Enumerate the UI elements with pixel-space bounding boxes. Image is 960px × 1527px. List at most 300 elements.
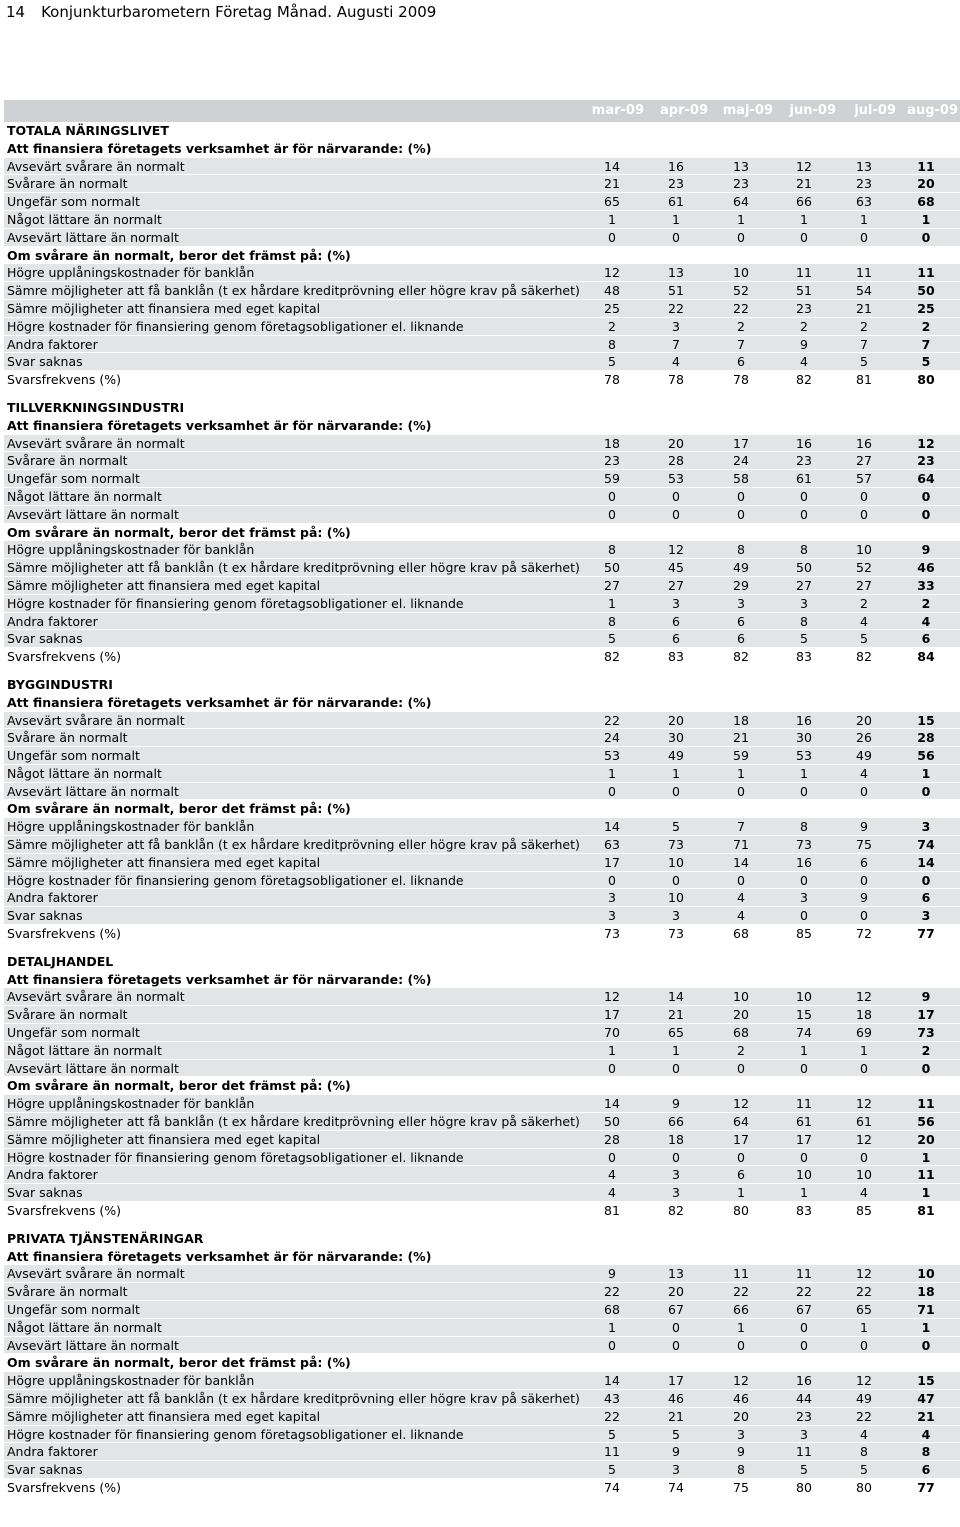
cell-maj-09: 14 bbox=[733, 854, 749, 870]
cell-jun-09: 16 bbox=[796, 435, 812, 451]
section-title bbox=[4, 1230, 960, 1248]
table-row bbox=[4, 1443, 960, 1461]
cell-jun-09: 16 bbox=[796, 854, 812, 870]
row-label: Svårare än normalt bbox=[7, 176, 128, 192]
cell-maj-09: 18 bbox=[733, 712, 749, 728]
cell-mar-09: 17 bbox=[604, 1007, 620, 1023]
table-row bbox=[4, 1390, 960, 1408]
report-title: Konjunkturbarometern Företag Månad. Augusti 2009 bbox=[41, 3, 437, 21]
cell-maj-09: 23 bbox=[733, 176, 749, 192]
cell-jun-09: 80 bbox=[796, 1479, 812, 1495]
cell-aug-09: 74 bbox=[917, 837, 935, 853]
cell-jul-09: 61 bbox=[856, 1114, 872, 1130]
cell-maj-09: 64 bbox=[733, 1114, 749, 1130]
cell-apr-09: 45 bbox=[668, 560, 684, 576]
cell-jul-09: 4 bbox=[860, 1185, 868, 1201]
cell-jul-09: 63 bbox=[856, 194, 872, 210]
cell-aug-09: 0 bbox=[921, 229, 931, 245]
table-row bbox=[4, 1461, 960, 1479]
cell-mar-09: 43 bbox=[604, 1390, 620, 1406]
cell-jun-09: 17 bbox=[796, 1131, 812, 1147]
cell-jul-09: 1 bbox=[860, 1319, 868, 1335]
cell-apr-09: 1 bbox=[672, 1042, 680, 1058]
cell-aug-09: 11 bbox=[917, 265, 935, 281]
cell-mar-09: 27 bbox=[604, 577, 620, 593]
cell-apr-09: 3 bbox=[672, 908, 680, 924]
cell-jun-09: 4 bbox=[800, 354, 808, 370]
row-label: Sämre möjligheter att få banklån (t ex hårdare kreditprövning eller högre krav på säkerhet) bbox=[7, 1114, 580, 1130]
table-row bbox=[4, 818, 960, 836]
cell-jul-09: 27 bbox=[856, 577, 872, 593]
cell-jul-09: 21 bbox=[856, 300, 872, 316]
cell-jul-09: 11 bbox=[856, 265, 872, 281]
group-heading bbox=[4, 1248, 960, 1266]
cell-mar-09: 4 bbox=[608, 1167, 616, 1183]
cell-jul-09: 57 bbox=[856, 471, 872, 487]
cell-apr-09: 73 bbox=[668, 837, 684, 853]
cell-jul-09: 10 bbox=[856, 542, 872, 558]
month-header-4: jul-09 bbox=[854, 103, 896, 118]
cell-mar-09: 63 bbox=[604, 837, 620, 853]
cell-jul-09: 0 bbox=[860, 908, 868, 924]
cell-apr-09: 0 bbox=[672, 488, 680, 504]
cell-aug-09: 1 bbox=[921, 765, 931, 781]
row-label: Andra faktorer bbox=[7, 613, 98, 629]
cell-maj-09: 11 bbox=[733, 1266, 749, 1282]
cell-apr-09: 22 bbox=[668, 300, 684, 316]
cell-apr-09: 20 bbox=[668, 712, 684, 728]
cell-jun-09: 67 bbox=[796, 1302, 812, 1317]
cell-jul-09: 5 bbox=[860, 1462, 868, 1478]
cell-apr-09: 0 bbox=[672, 1149, 680, 1165]
cell-mar-09: 0 bbox=[608, 872, 616, 888]
cell-mar-09: 59 bbox=[604, 471, 620, 487]
cell-mar-09: 12 bbox=[604, 265, 620, 281]
table-row bbox=[4, 1265, 960, 1283]
cell-aug-09: 68 bbox=[917, 194, 935, 210]
table-row bbox=[4, 1184, 960, 1202]
cell-jun-09: 82 bbox=[796, 372, 812, 388]
cell-jun-09: 61 bbox=[796, 471, 812, 487]
cell-mar-09: 22 bbox=[604, 712, 620, 728]
cell-aug-09: 12 bbox=[917, 435, 935, 451]
table-row bbox=[4, 872, 960, 890]
cell-mar-09: 1 bbox=[608, 1042, 616, 1058]
cell-apr-09: 28 bbox=[668, 453, 684, 469]
row-label: Ungefär som normalt bbox=[7, 748, 140, 764]
cell-mar-09: 0 bbox=[608, 1149, 616, 1165]
cell-mar-09: 18 bbox=[604, 435, 620, 451]
cell-aug-09: 20 bbox=[917, 1131, 935, 1147]
cell-aug-09: 0 bbox=[921, 1337, 931, 1353]
cell-jun-09: 3 bbox=[800, 595, 808, 611]
table-row bbox=[4, 211, 960, 229]
cell-aug-09: 47 bbox=[917, 1390, 935, 1406]
cell-maj-09: 29 bbox=[733, 577, 749, 593]
cell-maj-09: 49 bbox=[733, 560, 749, 576]
cell-jun-09: 11 bbox=[796, 1096, 812, 1112]
cell-mar-09: 70 bbox=[604, 1025, 620, 1041]
cell-jun-09: 1 bbox=[800, 211, 808, 227]
cell-mar-09: 53 bbox=[604, 748, 620, 764]
cell-aug-09: 15 bbox=[917, 1373, 935, 1389]
row-label: Andra faktorer bbox=[7, 1444, 98, 1460]
cell-apr-09: 73 bbox=[668, 926, 684, 942]
cell-mar-09: 0 bbox=[608, 229, 616, 245]
cell-mar-09: 78 bbox=[604, 372, 620, 388]
cell-aug-09: 1 bbox=[921, 1319, 931, 1335]
cell-maj-09: 4 bbox=[737, 890, 745, 906]
row-label: Svar saknas bbox=[7, 354, 83, 370]
cell-mar-09: 5 bbox=[608, 631, 616, 647]
table-row bbox=[4, 1319, 960, 1337]
cell-mar-09: 1 bbox=[608, 1319, 616, 1335]
cell-jul-09: 22 bbox=[856, 1284, 872, 1300]
cell-jul-09: 26 bbox=[856, 730, 872, 746]
cell-apr-09: 30 bbox=[668, 730, 684, 746]
cell-jun-09: 8 bbox=[800, 819, 808, 835]
cell-maj-09: 52 bbox=[733, 283, 749, 299]
cell-mar-09: 3 bbox=[608, 890, 616, 906]
cell-jul-09: 4 bbox=[860, 1426, 868, 1442]
cell-maj-09: 17 bbox=[733, 435, 749, 451]
cell-jul-09: 6 bbox=[860, 854, 868, 870]
table-row bbox=[4, 470, 960, 488]
row-label: Avsevärt lättare än normalt bbox=[7, 1337, 179, 1353]
row-label: Något lättare än normalt bbox=[7, 1042, 162, 1058]
cell-maj-09: 1 bbox=[737, 1185, 745, 1201]
section-title bbox=[4, 953, 960, 971]
cell-jun-09: 0 bbox=[800, 1060, 808, 1076]
table-row bbox=[4, 1283, 960, 1301]
page-header bbox=[6, 2, 436, 22]
cell-aug-09: 6 bbox=[921, 631, 931, 647]
month-header-2: maj-09 bbox=[722, 103, 773, 118]
cell-mar-09: 0 bbox=[608, 783, 616, 799]
cell-maj-09: 82 bbox=[733, 649, 749, 665]
cell-maj-09: 0 bbox=[737, 783, 745, 799]
cell-jun-09: 0 bbox=[800, 908, 808, 924]
cell-jun-09: 23 bbox=[796, 453, 812, 469]
table-row bbox=[4, 1042, 960, 1060]
table-row bbox=[4, 193, 960, 211]
group-heading bbox=[4, 694, 960, 712]
table-row bbox=[4, 353, 960, 371]
group-heading-text: Att finansiera företagets verksamhet är för närvarande: (%) bbox=[7, 694, 432, 710]
cell-jun-09: 30 bbox=[796, 730, 812, 746]
response-rate-row bbox=[4, 1202, 960, 1220]
cell-maj-09: 46 bbox=[733, 1390, 749, 1406]
cell-apr-09: 10 bbox=[668, 854, 684, 870]
cell-jul-09: 1 bbox=[860, 211, 868, 227]
section-title-text: DETALJHANDEL bbox=[7, 953, 114, 969]
cell-mar-09: 12 bbox=[604, 989, 620, 1005]
cell-jun-09: 2 bbox=[800, 318, 808, 334]
table-row bbox=[4, 435, 960, 453]
cell-apr-09: 20 bbox=[668, 1284, 684, 1300]
row-label: Svar saknas bbox=[7, 631, 83, 647]
cell-apr-09: 21 bbox=[668, 1408, 684, 1424]
cell-jul-09: 54 bbox=[856, 283, 872, 299]
row-label: Svar saknas bbox=[7, 908, 83, 924]
row-label: Högre upplåningskostnader för banklån bbox=[7, 542, 255, 558]
cell-jun-09: 12 bbox=[796, 158, 812, 174]
table-row bbox=[4, 889, 960, 907]
row-label: Ungefär som normalt bbox=[7, 1025, 140, 1041]
cell-jun-09: 5 bbox=[800, 1462, 808, 1478]
cell-mar-09: 22 bbox=[604, 1408, 620, 1424]
cell-maj-09: 0 bbox=[737, 1337, 745, 1353]
row-label: Avsevärt lättare än normalt bbox=[7, 1060, 179, 1076]
cell-jul-09: 72 bbox=[856, 926, 872, 942]
cell-aug-09: 2 bbox=[921, 318, 931, 334]
table-row bbox=[4, 1060, 960, 1078]
cell-aug-09: 11 bbox=[917, 1167, 935, 1183]
cell-mar-09: 21 bbox=[604, 176, 620, 192]
cell-apr-09: 65 bbox=[668, 1025, 684, 1041]
row-label: Svårare än normalt bbox=[7, 1007, 128, 1023]
data-table bbox=[4, 122, 960, 1497]
row-label: Något lättare än normalt bbox=[7, 211, 162, 227]
cell-jul-09: 52 bbox=[856, 560, 872, 576]
cell-apr-09: 9 bbox=[672, 1096, 680, 1112]
cell-apr-09: 78 bbox=[668, 372, 684, 388]
group-heading-text: Om svårare än normalt, beror det främst på: (%) bbox=[7, 247, 351, 263]
table-row bbox=[4, 488, 960, 506]
group-heading bbox=[4, 140, 960, 158]
table-row bbox=[4, 1166, 960, 1184]
cell-jul-09: 4 bbox=[860, 765, 868, 781]
section-title-text: PRIVATA TJÄNSTENÄRINGAR bbox=[7, 1230, 204, 1246]
cell-aug-09: 73 bbox=[917, 1025, 935, 1041]
cell-apr-09: 66 bbox=[668, 1114, 684, 1130]
cell-mar-09: 5 bbox=[608, 1462, 616, 1478]
cell-mar-09: 5 bbox=[608, 1426, 616, 1442]
cell-maj-09: 64 bbox=[733, 194, 749, 210]
row-label: Avsevärt svårare än normalt bbox=[7, 158, 185, 174]
cell-jun-09: 0 bbox=[800, 1149, 808, 1165]
table-row bbox=[4, 907, 960, 925]
cell-jul-09: 12 bbox=[856, 1131, 872, 1147]
cell-maj-09: 66 bbox=[733, 1302, 749, 1317]
cell-mar-09: 14 bbox=[604, 1096, 620, 1112]
cell-apr-09: 3 bbox=[672, 1185, 680, 1201]
section-title bbox=[4, 399, 960, 417]
cell-jun-09: 9 bbox=[800, 336, 808, 352]
cell-maj-09: 2 bbox=[737, 318, 745, 334]
row-label: Sämre möjligheter att finansiera med eget kapital bbox=[7, 577, 321, 593]
cell-mar-09: 3 bbox=[608, 908, 616, 924]
row-label: Avsevärt svårare än normalt bbox=[7, 712, 185, 728]
cell-apr-09: 21 bbox=[668, 1007, 684, 1023]
cell-maj-09: 17 bbox=[733, 1131, 749, 1147]
cell-maj-09: 8 bbox=[737, 542, 745, 558]
cell-aug-09: 84 bbox=[917, 649, 935, 665]
table-row bbox=[4, 1408, 960, 1426]
cell-jun-09: 11 bbox=[796, 265, 812, 281]
cell-jun-09: 50 bbox=[796, 560, 812, 576]
table-row bbox=[4, 336, 960, 354]
cell-jun-09: 1 bbox=[800, 1185, 808, 1201]
cell-maj-09: 12 bbox=[733, 1096, 749, 1112]
cell-mar-09: 1 bbox=[608, 211, 616, 227]
group-heading-text: Om svårare än normalt, beror det främst på: (%) bbox=[7, 801, 351, 817]
cell-jun-09: 15 bbox=[796, 1007, 812, 1023]
response-rate-row bbox=[4, 1479, 960, 1497]
cell-aug-09: 14 bbox=[917, 854, 935, 870]
cell-apr-09: 46 bbox=[668, 1390, 684, 1406]
cell-aug-09: 77 bbox=[917, 926, 935, 942]
cell-maj-09: 24 bbox=[733, 453, 749, 469]
table-row bbox=[4, 836, 960, 854]
cell-apr-09: 0 bbox=[672, 872, 680, 888]
cell-apr-09: 12 bbox=[668, 542, 684, 558]
cell-maj-09: 6 bbox=[737, 1167, 745, 1183]
cell-jul-09: 5 bbox=[860, 631, 868, 647]
cell-jul-09: 81 bbox=[856, 372, 872, 388]
cell-jul-09: 2 bbox=[860, 595, 868, 611]
row-label: Sämre möjligheter att få banklån (t ex hårdare kreditprövning eller högre krav på säkerhet) bbox=[7, 283, 580, 299]
section-gap bbox=[4, 666, 960, 676]
cell-apr-09: 1 bbox=[672, 211, 680, 227]
cell-apr-09: 14 bbox=[668, 989, 684, 1005]
response-rate-row bbox=[4, 648, 960, 666]
cell-maj-09: 6 bbox=[737, 354, 745, 370]
cell-jul-09: 12 bbox=[856, 989, 872, 1005]
cell-aug-09: 9 bbox=[921, 989, 931, 1005]
row-label: Ungefär som normalt bbox=[7, 471, 140, 487]
row-label: Något lättare än normalt bbox=[7, 488, 162, 504]
cell-aug-09: 56 bbox=[917, 1114, 935, 1130]
row-label: Högre upplåningskostnader för banklån bbox=[7, 819, 255, 835]
cell-mar-09: 0 bbox=[608, 1337, 616, 1353]
row-label: Något lättare än normalt bbox=[7, 1319, 162, 1335]
cell-jul-09: 7 bbox=[860, 336, 868, 352]
row-label: Högre kostnader för finansiering genom företagsobligationer el. liknande bbox=[7, 595, 464, 611]
table-row bbox=[4, 1426, 960, 1444]
cell-apr-09: 74 bbox=[668, 1479, 684, 1495]
table-row bbox=[4, 175, 960, 193]
response-rate-label: Svarsfrekvens (%) bbox=[7, 372, 121, 388]
cell-aug-09: 5 bbox=[921, 354, 931, 370]
row-label: Andra faktorer bbox=[7, 336, 98, 352]
cell-maj-09: 68 bbox=[733, 926, 749, 942]
cell-mar-09: 65 bbox=[604, 194, 620, 210]
cell-aug-09: 17 bbox=[917, 1007, 935, 1023]
cell-apr-09: 5 bbox=[672, 819, 680, 835]
cell-apr-09: 6 bbox=[672, 613, 680, 629]
row-label: Andra faktorer bbox=[7, 890, 98, 906]
cell-aug-09: 18 bbox=[917, 1284, 935, 1300]
cell-maj-09: 10 bbox=[733, 989, 749, 1005]
cell-mar-09: 28 bbox=[604, 1131, 620, 1147]
cell-jul-09: 75 bbox=[856, 837, 872, 853]
cell-apr-09: 1 bbox=[672, 765, 680, 781]
section-gap bbox=[4, 389, 960, 399]
cell-apr-09: 0 bbox=[672, 1319, 680, 1335]
cell-aug-09: 0 bbox=[921, 488, 931, 504]
cell-mar-09: 24 bbox=[604, 730, 620, 746]
cell-jun-09: 0 bbox=[800, 1337, 808, 1353]
section-title-text: TOTALA NÄRINGSLIVET bbox=[7, 123, 169, 138]
cell-maj-09: 0 bbox=[737, 1149, 745, 1165]
cell-apr-09: 3 bbox=[672, 318, 680, 334]
cell-apr-09: 0 bbox=[672, 1060, 680, 1076]
cell-maj-09: 1 bbox=[737, 765, 745, 781]
row-label: Högre kostnader för finansiering genom företagsobligationer el. liknande bbox=[7, 872, 464, 888]
cell-aug-09: 56 bbox=[917, 748, 935, 764]
cell-apr-09: 10 bbox=[668, 890, 684, 906]
cell-jun-09: 3 bbox=[800, 1426, 808, 1442]
row-label: Sämre möjligheter att finansiera med eget kapital bbox=[7, 1408, 321, 1424]
cell-jun-09: 16 bbox=[796, 1373, 812, 1389]
cell-aug-09: 71 bbox=[917, 1302, 935, 1317]
cell-mar-09: 2 bbox=[608, 318, 616, 334]
table-row bbox=[4, 729, 960, 747]
cell-maj-09: 1 bbox=[737, 1319, 745, 1335]
cell-jul-09: 85 bbox=[856, 1203, 872, 1219]
cell-apr-09: 18 bbox=[668, 1131, 684, 1147]
cell-jul-09: 12 bbox=[856, 1266, 872, 1282]
row-label: Svårare än normalt bbox=[7, 1284, 128, 1300]
cell-mar-09: 14 bbox=[604, 1373, 620, 1389]
cell-jun-09: 10 bbox=[796, 989, 812, 1005]
cell-mar-09: 9 bbox=[608, 1266, 616, 1282]
month-header-3: jun-09 bbox=[789, 103, 836, 118]
cell-aug-09: 7 bbox=[921, 336, 931, 352]
cell-aug-09: 2 bbox=[921, 595, 931, 611]
cell-apr-09: 61 bbox=[668, 194, 684, 210]
cell-jul-09: 65 bbox=[856, 1302, 872, 1317]
cell-mar-09: 68 bbox=[604, 1302, 620, 1317]
cell-jun-09: 3 bbox=[800, 890, 808, 906]
cell-aug-09: 11 bbox=[917, 1096, 935, 1112]
table-row bbox=[4, 630, 960, 648]
table-row bbox=[4, 854, 960, 872]
table-row bbox=[4, 747, 960, 765]
cell-apr-09: 49 bbox=[668, 748, 684, 764]
cell-mar-09: 50 bbox=[604, 560, 620, 576]
section-gap bbox=[4, 1220, 960, 1230]
cell-maj-09: 10 bbox=[733, 265, 749, 281]
cell-maj-09: 0 bbox=[737, 1060, 745, 1076]
cell-apr-09: 0 bbox=[672, 783, 680, 799]
group-heading-text: Att finansiera företagets verksamhet är för närvarande: (%) bbox=[7, 1248, 432, 1264]
response-rate-row bbox=[4, 371, 960, 389]
cell-mar-09: 17 bbox=[604, 854, 620, 870]
cell-jul-09: 5 bbox=[860, 354, 868, 370]
cell-maj-09: 71 bbox=[733, 837, 749, 853]
cell-aug-09: 4 bbox=[921, 1426, 931, 1442]
cell-jun-09: 83 bbox=[796, 649, 812, 665]
cell-jul-09: 18 bbox=[856, 1007, 872, 1023]
cell-maj-09: 59 bbox=[733, 748, 749, 764]
cell-apr-09: 82 bbox=[668, 1203, 684, 1219]
cell-aug-09: 3 bbox=[921, 819, 931, 835]
month-header-5: aug-09 bbox=[907, 103, 958, 118]
group-heading-text: Att finansiera företagets verksamhet är för närvarande: (%) bbox=[7, 971, 432, 987]
table-row bbox=[4, 541, 960, 559]
cell-maj-09: 4 bbox=[737, 908, 745, 924]
row-label: Svar saknas bbox=[7, 1185, 83, 1201]
cell-aug-09: 6 bbox=[921, 1462, 931, 1478]
cell-mar-09: 1 bbox=[608, 595, 616, 611]
cell-jun-09: 66 bbox=[796, 194, 812, 210]
cell-mar-09: 11 bbox=[604, 1444, 620, 1460]
cell-jun-09: 11 bbox=[796, 1444, 812, 1460]
cell-apr-09: 16 bbox=[668, 158, 684, 174]
month-header-0: mar-09 bbox=[591, 103, 644, 118]
